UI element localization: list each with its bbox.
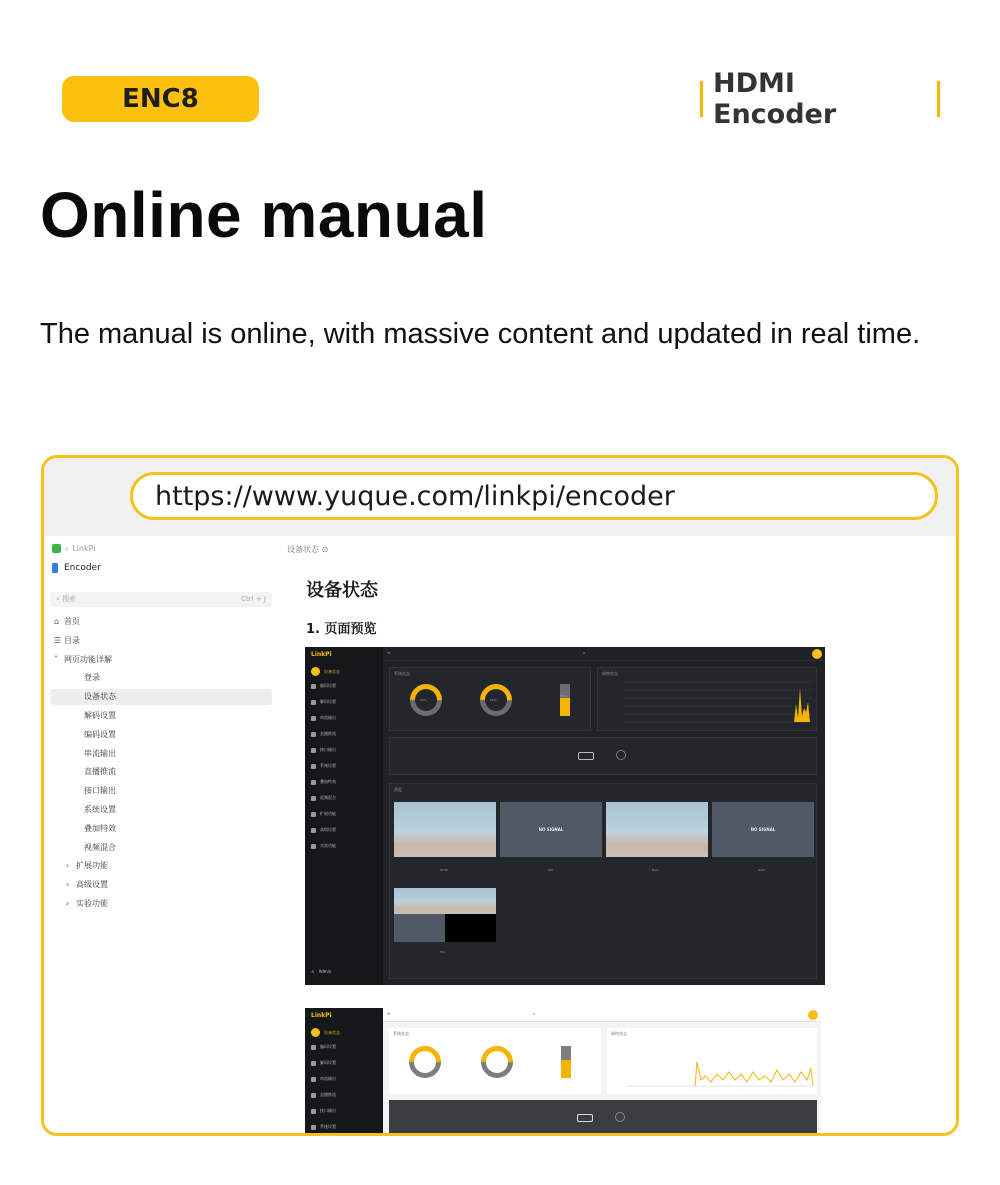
preview-thumb-net xyxy=(606,802,708,857)
panel-title: 预览 xyxy=(394,787,402,792)
mem-ring xyxy=(474,1039,519,1084)
tag-right-bar xyxy=(937,81,940,117)
interface-panel xyxy=(389,737,817,775)
menu-item-icon xyxy=(311,764,316,769)
app-menu-label: 编码设置 xyxy=(320,683,336,688)
app-menu-label: 叠加特效 xyxy=(320,779,336,784)
doc-nav-item[interactable] xyxy=(50,783,272,799)
address-bar[interactable] xyxy=(130,472,938,520)
doc-nav-label: 网页功能详解 xyxy=(64,654,112,664)
doc-nav-label: 首页 xyxy=(64,617,80,626)
page-headline: Online manual xyxy=(40,179,488,251)
menu-item-icon xyxy=(311,1028,320,1037)
menu-item-icon xyxy=(311,716,316,721)
app-topbar xyxy=(383,1008,821,1022)
interface-panel xyxy=(389,1100,817,1136)
thumb-caption: HDMI xyxy=(440,868,449,872)
temp-bar xyxy=(561,1046,571,1078)
chevron-right-icon: › xyxy=(66,861,70,871)
app-menu-label: 接口输出 xyxy=(320,747,336,752)
search-shortcut: Ctrl + J xyxy=(241,595,266,603)
user-icon: ♙ xyxy=(311,969,315,974)
app-user xyxy=(311,969,331,974)
system-status-panel xyxy=(389,667,591,731)
doc-nav-item[interactable] xyxy=(50,896,272,912)
chevron-down-icon: ˅ xyxy=(54,654,58,664)
menu-icon: ≡ xyxy=(387,650,391,655)
app-menu-item[interactable] xyxy=(311,683,336,689)
network-status-panel xyxy=(607,1028,817,1094)
menu-item-icon xyxy=(311,828,316,833)
network-status-panel xyxy=(597,667,817,731)
thumb-caption: Net2 xyxy=(758,868,766,872)
preview-thumb-nosignal xyxy=(500,802,602,857)
temp-bar-fill xyxy=(560,698,570,716)
doc-nav-item[interactable] xyxy=(50,764,272,780)
mix-thumb-nosignal xyxy=(394,914,445,942)
doc-nav-label: 设备状态 xyxy=(84,692,116,702)
space-breadcrumb[interactable]: › LinkPi xyxy=(52,544,95,553)
space-name: LinkPi xyxy=(72,544,96,553)
address-bar-url: https://www.yuque.com/linkpi/encoder xyxy=(155,480,675,512)
app-menu-item[interactable] xyxy=(311,1060,336,1066)
thumb-caption: Mix xyxy=(440,950,446,954)
doc-nav-label: 串流输出 xyxy=(84,748,116,758)
doc-title: 设备状态 xyxy=(306,580,378,601)
doc-section-heading: 1. 页面预览 xyxy=(306,622,377,637)
device-status-preview-dark xyxy=(305,647,825,985)
app-sidebar xyxy=(305,1008,383,1136)
doc-nav-label: 高级设置 xyxy=(76,880,108,890)
menu-item-icon xyxy=(311,748,316,753)
doc-nav-label: 登录 xyxy=(84,673,100,683)
net-port-icon xyxy=(616,750,626,760)
home-icon: ⌂ xyxy=(54,617,60,626)
doc-nav-item[interactable] xyxy=(50,802,272,818)
mix-thumb-black xyxy=(445,914,496,942)
app-menu-label: 编码设置 xyxy=(320,1044,336,1049)
app-logo: LinkPi xyxy=(311,1012,332,1019)
menu-item-icon xyxy=(311,1061,316,1066)
doc-breadcrumb xyxy=(287,544,328,555)
menu-item-icon xyxy=(311,1077,316,1082)
app-topbar xyxy=(383,647,825,661)
product-type-label: HDMI Encoder xyxy=(713,68,837,130)
app-menu-label: 串流输出 xyxy=(320,1076,336,1081)
app-menu-item[interactable] xyxy=(311,731,336,737)
app-menu-item[interactable] xyxy=(311,667,340,676)
app-menu-item[interactable] xyxy=(311,843,336,849)
doc-nav-item[interactable] xyxy=(50,877,272,893)
app-menu-item[interactable] xyxy=(311,1108,336,1114)
manual-screenshot-frame xyxy=(41,455,959,1136)
app-menu-item[interactable] xyxy=(311,763,336,769)
app-menu-label: 设备状态 xyxy=(324,1029,340,1035)
app-menu-item[interactable] xyxy=(311,779,336,785)
app-menu-item[interactable] xyxy=(311,699,336,705)
book-title: Encoder xyxy=(64,563,101,573)
network-chart xyxy=(598,668,818,732)
app-menu-label: 高级设置 xyxy=(320,827,336,832)
app-menu-label: 设备状态 xyxy=(324,668,340,674)
app-menu-label: 系统设置 xyxy=(320,1124,336,1129)
app-menu-item[interactable] xyxy=(311,795,336,801)
app-menu-item[interactable] xyxy=(311,1044,336,1050)
app-menu-item[interactable] xyxy=(311,827,336,833)
mix-thumb-top xyxy=(394,888,496,914)
app-menu-label: 直播推流 xyxy=(320,731,336,736)
doc-nav-item[interactable] xyxy=(50,670,272,686)
product-type-tag xyxy=(700,68,940,130)
app-menu-label: 实验功能 xyxy=(320,843,336,848)
search-icon: ⌕ xyxy=(583,650,586,655)
doc-nav-label: 解码设置 xyxy=(84,711,116,720)
app-menu-label: 视频混合 xyxy=(320,795,336,800)
temp-value: 52°C xyxy=(560,694,568,698)
preview-thumb-nosignal-2 xyxy=(712,802,814,857)
menu-item-icon xyxy=(311,844,316,849)
page-subheadline: The manual is online, with massive content and updated in real time. xyxy=(40,318,921,350)
doc-nav-label: 系统设置 xyxy=(84,805,116,814)
menu-item-icon xyxy=(311,1045,316,1050)
doc-nav-item[interactable] xyxy=(50,821,272,837)
menu-item-icon xyxy=(311,1109,316,1114)
system-status-panel xyxy=(389,1028,601,1094)
preview-panel xyxy=(389,783,817,979)
app-user-name: Admin xyxy=(318,969,332,974)
book-title-row[interactable] xyxy=(52,563,101,573)
preview-thumb-hdmi xyxy=(394,802,496,857)
app-menu-item[interactable] xyxy=(311,747,336,753)
menu-item-icon xyxy=(311,684,316,689)
menu-item-icon xyxy=(311,667,320,676)
space-logo-icon xyxy=(52,544,61,553)
app-menu-label: 解码设置 xyxy=(320,1060,336,1065)
app-menu-item[interactable] xyxy=(311,1028,340,1037)
app-menu-label: 扩展功能 xyxy=(320,811,336,816)
cpu-ring xyxy=(402,1039,447,1084)
list-icon: ☰ xyxy=(54,635,62,645)
menu-item-icon xyxy=(311,812,316,817)
doc-nav-label: 叠加特效 xyxy=(84,823,116,833)
chevron-right-icon: › xyxy=(66,899,70,908)
thumb-caption: Net1 xyxy=(652,868,660,872)
search-icon: ⌕ xyxy=(56,595,63,603)
menu-item-icon xyxy=(311,1093,316,1098)
app-menu-label: 串流输出 xyxy=(320,715,336,720)
avatar xyxy=(808,1010,818,1020)
browser-toolbar xyxy=(44,458,956,536)
app-sidebar xyxy=(305,647,383,985)
panel-title: 系统状态 xyxy=(394,671,410,676)
menu-item-icon xyxy=(311,796,316,801)
doc-nav-item[interactable] xyxy=(50,708,272,724)
temp-bar xyxy=(560,684,570,716)
doc-nav-item[interactable] xyxy=(50,840,272,856)
thumb-caption: SDI xyxy=(548,868,554,872)
doc-nav-label: 编码设置 xyxy=(84,729,116,739)
sync-icon: ⊙ xyxy=(321,545,329,554)
doc-nav-item[interactable] xyxy=(50,689,272,705)
menu-icon: ≡ xyxy=(387,1011,391,1016)
app-menu-item[interactable] xyxy=(311,715,336,721)
hdmi-port-icon xyxy=(577,1114,593,1122)
doc-nav-label: 实验功能 xyxy=(76,899,108,908)
no-signal-label: NO SIGNAL xyxy=(750,827,776,832)
menu-item-icon xyxy=(311,732,316,737)
doc-nav-label: 直播推流 xyxy=(84,767,116,777)
mem-value: 51% xyxy=(490,698,497,702)
temp-bar-fill xyxy=(561,1060,571,1078)
model-badge: ENC8 xyxy=(62,76,259,122)
menu-item-icon xyxy=(311,780,316,785)
doc-nav-item[interactable] xyxy=(50,727,272,743)
doc-nav-item[interactable] xyxy=(50,614,272,630)
chevron-right-icon: › xyxy=(66,880,70,890)
app-menu-item[interactable] xyxy=(311,1124,336,1130)
book-icon xyxy=(52,563,58,573)
net-port-icon xyxy=(615,1112,625,1122)
doc-nav-item[interactable] xyxy=(50,652,272,668)
doc-nav-label: 扩展功能 xyxy=(76,861,108,871)
hdmi-port-icon xyxy=(578,752,594,760)
app-menu-item[interactable] xyxy=(311,1092,336,1098)
panel-title: 系统状态 xyxy=(393,1031,409,1036)
app-menu-label: 解码设置 xyxy=(320,699,336,704)
app-menu-label: 直播推流 xyxy=(320,1092,336,1097)
app-menu-label: 系统设置 xyxy=(320,763,336,768)
app-menu-item[interactable] xyxy=(311,811,336,817)
doc-nav-item[interactable] xyxy=(50,858,272,874)
app-logo: LinkPi xyxy=(311,651,332,658)
doc-nav-item[interactable] xyxy=(50,746,272,762)
menu-item-icon xyxy=(311,700,316,705)
doc-search-input[interactable] xyxy=(50,592,272,607)
doc-nav-label: 接口输出 xyxy=(84,786,116,796)
avatar xyxy=(812,649,822,659)
doc-sidebar xyxy=(44,536,279,1136)
doc-nav-label: 视频混合 xyxy=(84,842,116,852)
search-icon: ⌕ xyxy=(533,1011,536,1016)
panel-title: 网络状态 xyxy=(602,671,618,676)
doc-nav-item[interactable] xyxy=(50,633,272,649)
network-chart xyxy=(607,1028,817,1094)
breadcrumb-label: 设备状态 xyxy=(287,545,319,554)
app-menu-label: 接口输出 xyxy=(320,1108,336,1113)
panel-title: 网络状态 xyxy=(611,1031,627,1036)
cpu-value: 23% xyxy=(420,698,427,702)
doc-nav-label: 目录 xyxy=(64,635,80,645)
no-signal-label: NO SIGNAL xyxy=(538,827,564,832)
app-menu-item[interactable] xyxy=(311,1076,336,1082)
search-placeholder: 搜索 xyxy=(62,595,77,603)
menu-item-icon xyxy=(311,1125,316,1130)
device-status-preview-light xyxy=(305,1008,821,1136)
